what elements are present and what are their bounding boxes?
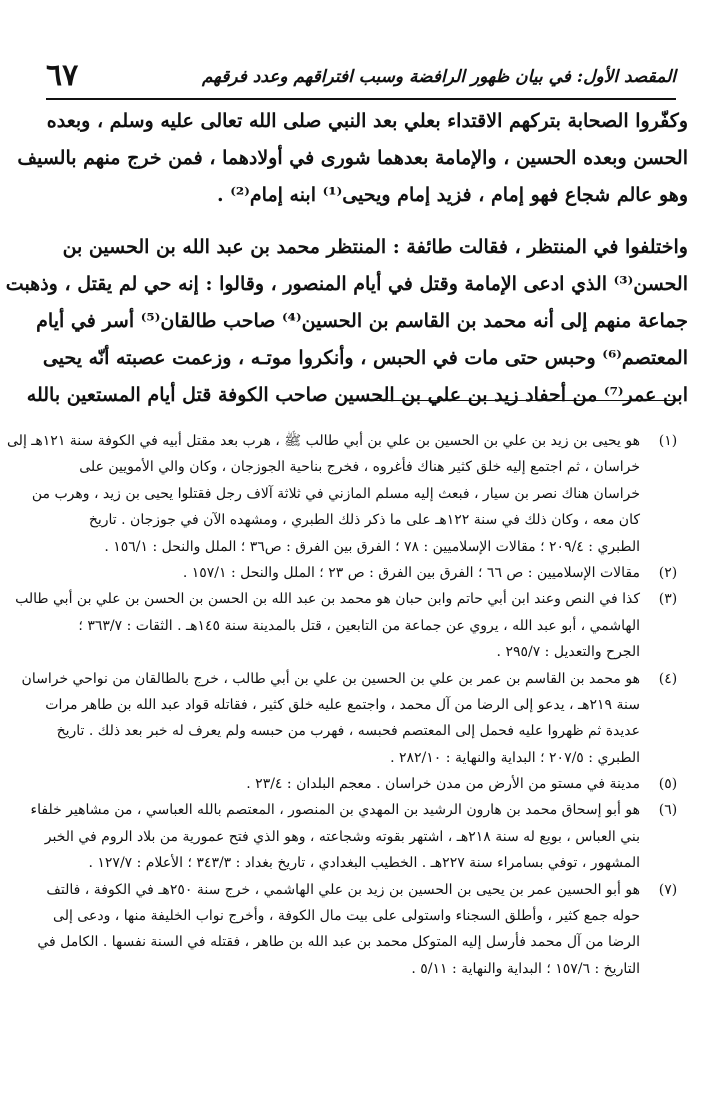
footnote — [36, 771, 688, 797]
footnote-line: حوله جمع كثير ، وأطلق السجناء واستولى على بيت مال الكوفة ، وأخرج نواب الخليفة منها ، ودعى إلى — [53, 908, 640, 925]
footnote-line: بني العباس ، بويع له سنة ٢١٨هـ ، اشتهر بقوته وشجاعته ، وهو الذي فتح عمورية من بلاد الروم في الخبر — [44, 828, 640, 845]
footnote — [36, 877, 688, 983]
footnote-line: سنة ٢١٩هـ ، يدعو إلى الرضا من آل محمد ، واجتمع عليه خلق كثير ، فقاتله قواد عبد الله بن طاهر مرات — [45, 696, 640, 713]
footnote — [7, 428, 688, 560]
footnote-number: (٦) — [658, 802, 678, 819]
text-line: الحسن وبعده الحسين ، والإمامة بعدهما شورى في أولادهما ، فمن خرج منهم بالسيف — [17, 147, 688, 169]
footnote-line: كذا في النص وعند ابن أبي حاتم وابن حبان هو محمد بن عبد الله بن الحسن بن الحسن بن علي بن أبي طالب — [15, 591, 640, 608]
footnote-number: (٥) — [658, 776, 678, 793]
footnote-line: المشهور ، توفي بسامراء سنة ٢٢٧هـ . الخطيب البغدادي ، تاريخ بغداد : ٣٤٣/٣ ؛ الأعلام : ١٢٧/٧ . — [88, 855, 640, 872]
footnote-line: هو أبو إسحاق محمد بن هارون الرشيد بن المهدي بن المنصور ، المعتصم بالله العباسي ، من مشاهير خلفاء — [30, 802, 640, 819]
footnote-line: التاريخ : ١٥٧/٦ ؛ البداية والنهاية : ٥/١١ . — [411, 960, 640, 977]
footnote — [30, 797, 688, 876]
footnote-number: (٧) — [658, 881, 678, 898]
paragraph — [5, 229, 688, 414]
page-header — [46, 58, 676, 100]
footnote-line: هو يحيى بن زيد بن علي بن الحسين بن علي بن أبي طالب ﷺ ، هرب بعد مقتل أبيه في الكوفة سنة ١٢١هـ إلى — [7, 433, 640, 449]
footnote-line: خراسان ، ثم اجتمع إليه خلق كثير هناك فأغروه ، فخرج بناحية الجوزجان ، وكان والي الأمويين على — [79, 459, 640, 476]
text-line: المعتصم⁽⁶⁾ وحبس حتى مات في الحبس ، وأنكروا موتـه ، وزعمت عصبته أنّه يحيى — [42, 347, 688, 369]
text-line: واختلفوا في المنتظر ، فقالت طائفة : المنتظر محمد بن عبد الله بن الحسين بن — [62, 236, 688, 258]
main-text — [5, 103, 688, 414]
footnote-line: الجرح والتعديل : ٢٩٥/٧ . — [496, 644, 640, 661]
footnote — [21, 666, 688, 772]
footnote-line: عديدة ثم ظهروا عليه فحمل إلى المعتصم فحبسه ، فهرب من حبسه ولم يعرف له خبر بعد ذلك . تاريخ — [56, 723, 640, 740]
footnote — [36, 560, 688, 586]
footnote-number: (١) — [658, 433, 678, 449]
footnote-number: (٤) — [658, 670, 678, 687]
footnote-line: هو أبو الحسين عمر بن يحيى بن الحسين بن زيد بن علي الهاشمي ، خرج سنة ٢٥٠هـ في الكوفة ، فالتف — [46, 881, 640, 898]
footnotes — [7, 428, 688, 982]
footnote-line: مدينة في مستو من الأرض من مدن خراسان . معجم البلدان : ٢٣/٤ . — [246, 776, 640, 793]
footnote-line: مقالات الإسلاميين : ص ٦٦ ؛ الفرق بين الفرق : ص ٢٣ ؛ الملل والنحل : ١٥٧/١ . — [182, 564, 640, 581]
footnote — [15, 586, 688, 665]
text-line: ابن عمر⁽⁷⁾ من أحفاد زيد بن علي بن الحسين صاحب الكوفة قتل أيام المستعين بالله — [26, 384, 688, 406]
footnote-line: خراسان هناك نصر بن سيار ، فبعث إليه مسلم المازني في ثلاثة آلاف رجل فقتلوا يحيى بن زيد ، وهرب من — [31, 485, 640, 502]
footnote-line: الطبري : ٢٠٧/٥ ؛ البداية والنهاية : ٢٨٢/١٠ . — [390, 749, 640, 766]
footnote-line: الرضا من آل محمد فأرسل إليه المتوكل محمد بن عبد الله بن طاهر ، فقتله في السنة نفسها . الكامل في — [37, 934, 640, 951]
paragraph — [17, 103, 688, 214]
page-number: ٦٧ — [46, 58, 79, 93]
text-line: جماعة منهم إلى أنه محمد بن القاسم بن الحسين⁽⁴⁾ صاحب طالقان⁽⁵⁾ أسر في أيام — [36, 310, 688, 332]
footnote-number: (٢) — [658, 564, 678, 581]
running-title: المقصد الأول: في بيان ظهور الرافضة وسبب افتراقهم وعدد فرقهم — [202, 67, 676, 87]
text-line: وهو عالم شجاع فهو إمام ، فزيد إمام ويحيى⁽¹⁾ ابنه إمام⁽²⁾ . — [217, 184, 688, 206]
footnote-line: هو محمد بن القاسم بن عمر بن علي بن الحسين بن علي بن أبي طالب ، خرج بالطالقان من نواحي خراسان — [21, 670, 640, 687]
footnote-line: الطبري : ٢٠٩/٤ ؛ مقالات الإسلاميين : ٧٨ ؛ الفرق بين الفرق : ص٣٦ ؛ الملل والنحل : ١٥٦/١ . — [104, 538, 640, 555]
footnote-line: الهاشمي ، أبو عبد الله ، يروي عن جماعة من التابعين ، قتل بالمدينة سنة ١٤٥هـ . الثقات : ٣٦٣/٧ ؛ — [78, 617, 640, 634]
text-line: وكفّروا الصحابة بتركهم الاقتداء بعلي بعد النبي صلى الله تعالى عليه وسلم ، وبعده — [46, 110, 688, 132]
footnote-line: كان معه ، وكان ذلك في سنة ١٢٢هـ على ما ذكر ذلك الطبري ، ومشهده الآن في جوزجان . تاريخ — [88, 512, 640, 529]
footnote-number: (٣) — [658, 591, 678, 608]
text-line: الحسن⁽³⁾ الذي ادعى الإمامة وقتل في أيام المنصور ، وقالوا : إنه حي لم يقتل ، وذهبت — [5, 273, 688, 295]
footnote-separator — [370, 400, 680, 401]
